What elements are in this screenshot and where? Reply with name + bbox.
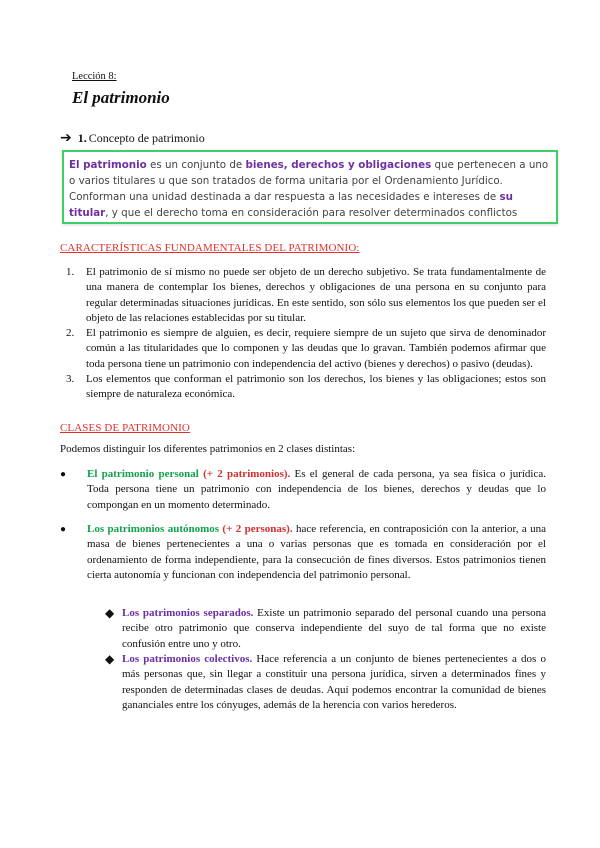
term-label: Los patrimonios separados. bbox=[122, 607, 254, 619]
definition-term: El patrimonio bbox=[69, 159, 147, 171]
section-heading bbox=[60, 130, 205, 146]
section-number: 1. bbox=[77, 130, 87, 145]
list-item bbox=[66, 372, 546, 403]
definition-text: que pertenecen a uno o varios titulares u que son tratados de forma unitaria por el Ordenamiento Jurídico. Conforman una unidad destinada a dar respuesta a las necesidades e intereses de bbox=[69, 159, 549, 203]
list-number: 1. bbox=[66, 266, 75, 278]
arrow-right-icon: ➔ bbox=[60, 130, 72, 146]
lesson-label: Lección 8: bbox=[72, 71, 117, 82]
classes-heading: CLASES DE PATRIMONIO bbox=[60, 422, 190, 434]
sub-item-collective bbox=[105, 652, 546, 713]
term-text: Hace referencia a un conjunto de bienes pertenecientes a dos o más personas que, sin llegar a constituir una persona jurídica, sirven a determinados fines y responden de determinadas clases de deudas. Aquí podemos encontrar la comunidad de bienes gananciales entre los cónyuges, además de la herencia con varios herederos. bbox=[122, 653, 546, 711]
bullet-item-autonomous bbox=[60, 522, 546, 583]
definition-box bbox=[62, 150, 558, 224]
term-label: Los patrimonios autónomos bbox=[87, 523, 220, 535]
diamond-bullet-icon: ◆ bbox=[105, 606, 115, 620]
section-title: Concepto de patrimonio bbox=[88, 130, 205, 145]
list-number: 2. bbox=[66, 327, 75, 340]
list-text: Los elementos que conforman el patrimonio son los derechos, los bienes y las obligaciones; estos son siempre de naturaleza económica. bbox=[86, 373, 546, 401]
list-text: El patrimonio de sí mismo no puede ser objeto de un derecho subjetivo. Se trata fundamentalmente de una manera de contemplar los bienes, derechos y obligaciones de una persona en su conjunto para regular determinadas situaciones jurídicas. En este sentido, son sólo sus elementos los que pueden ser el objeto de las relaciones establecidas por su titular. bbox=[86, 266, 546, 324]
term-text: hace referencia, en contraposición con la anterior, a una masa de bienes pertenecientes a una o varias personas que es tomada en consideración por el ordenamiento de forma independiente, para la consecución de fines diversos. Estos patrimonios tienen cierta autonomía y funcionan con independencia del patrimonio personal. bbox=[87, 523, 547, 581]
definition-text: , y que el derecho toma en consideración para resolver determinados conflictos bbox=[105, 207, 518, 219]
definition-text: es un conjunto de bbox=[146, 159, 246, 171]
term-count: (+ 2 personas). bbox=[222, 523, 293, 535]
list-number: 3. bbox=[66, 373, 75, 386]
list-item bbox=[66, 265, 546, 326]
sub-item-separated bbox=[105, 606, 546, 652]
term-text: Es el general de cada persona, ya sea física o jurídica. Toda persona tiene un patrimonio con independencia de los bienes, derechos y deudas que lo compongan en un momento determinado. bbox=[87, 468, 547, 511]
term-text: Existe un patrimonio separado del personal cuando una persona recibe otro patrimonio que conserva independiente del suyo de tal forma que no existe confusión entre uno y otro. bbox=[122, 607, 546, 650]
bullet-icon: ● bbox=[60, 524, 67, 535]
term-label: Los patrimonios colectivos. bbox=[122, 653, 253, 665]
lesson-title: El patrimonio bbox=[72, 88, 170, 107]
list-text: El patrimonio es siempre de alguien, es decir, requiere siempre de un sujeto que sirva de denominador común a las titularidades que lo componen y las deudas que lo gravan. También podemos afirmar que toda persona tiene un patrimonio con independencia del activo (bienes y derechos) o pasivo (deudas). bbox=[86, 327, 546, 370]
classes-intro: Podemos distinguir los diferentes patrimonios en 2 clases distintas: bbox=[60, 443, 356, 455]
characteristics-heading: CARACTERÍSTICAS FUNDAMENTALES DEL PATRIMONIO: bbox=[60, 242, 360, 254]
bullet-icon: ● bbox=[60, 469, 67, 480]
definition-highlight: bienes, derechos y obligaciones bbox=[245, 159, 432, 171]
diamond-bullet-icon: ◆ bbox=[105, 652, 115, 666]
list-item bbox=[66, 326, 546, 372]
term-count: (+ 2 patrimonios). bbox=[203, 468, 291, 480]
term-label: El patrimonio personal bbox=[87, 468, 199, 480]
bullet-item-personal bbox=[60, 467, 546, 513]
definition-highlight: su titular bbox=[69, 191, 513, 219]
characteristics-list bbox=[66, 265, 546, 403]
